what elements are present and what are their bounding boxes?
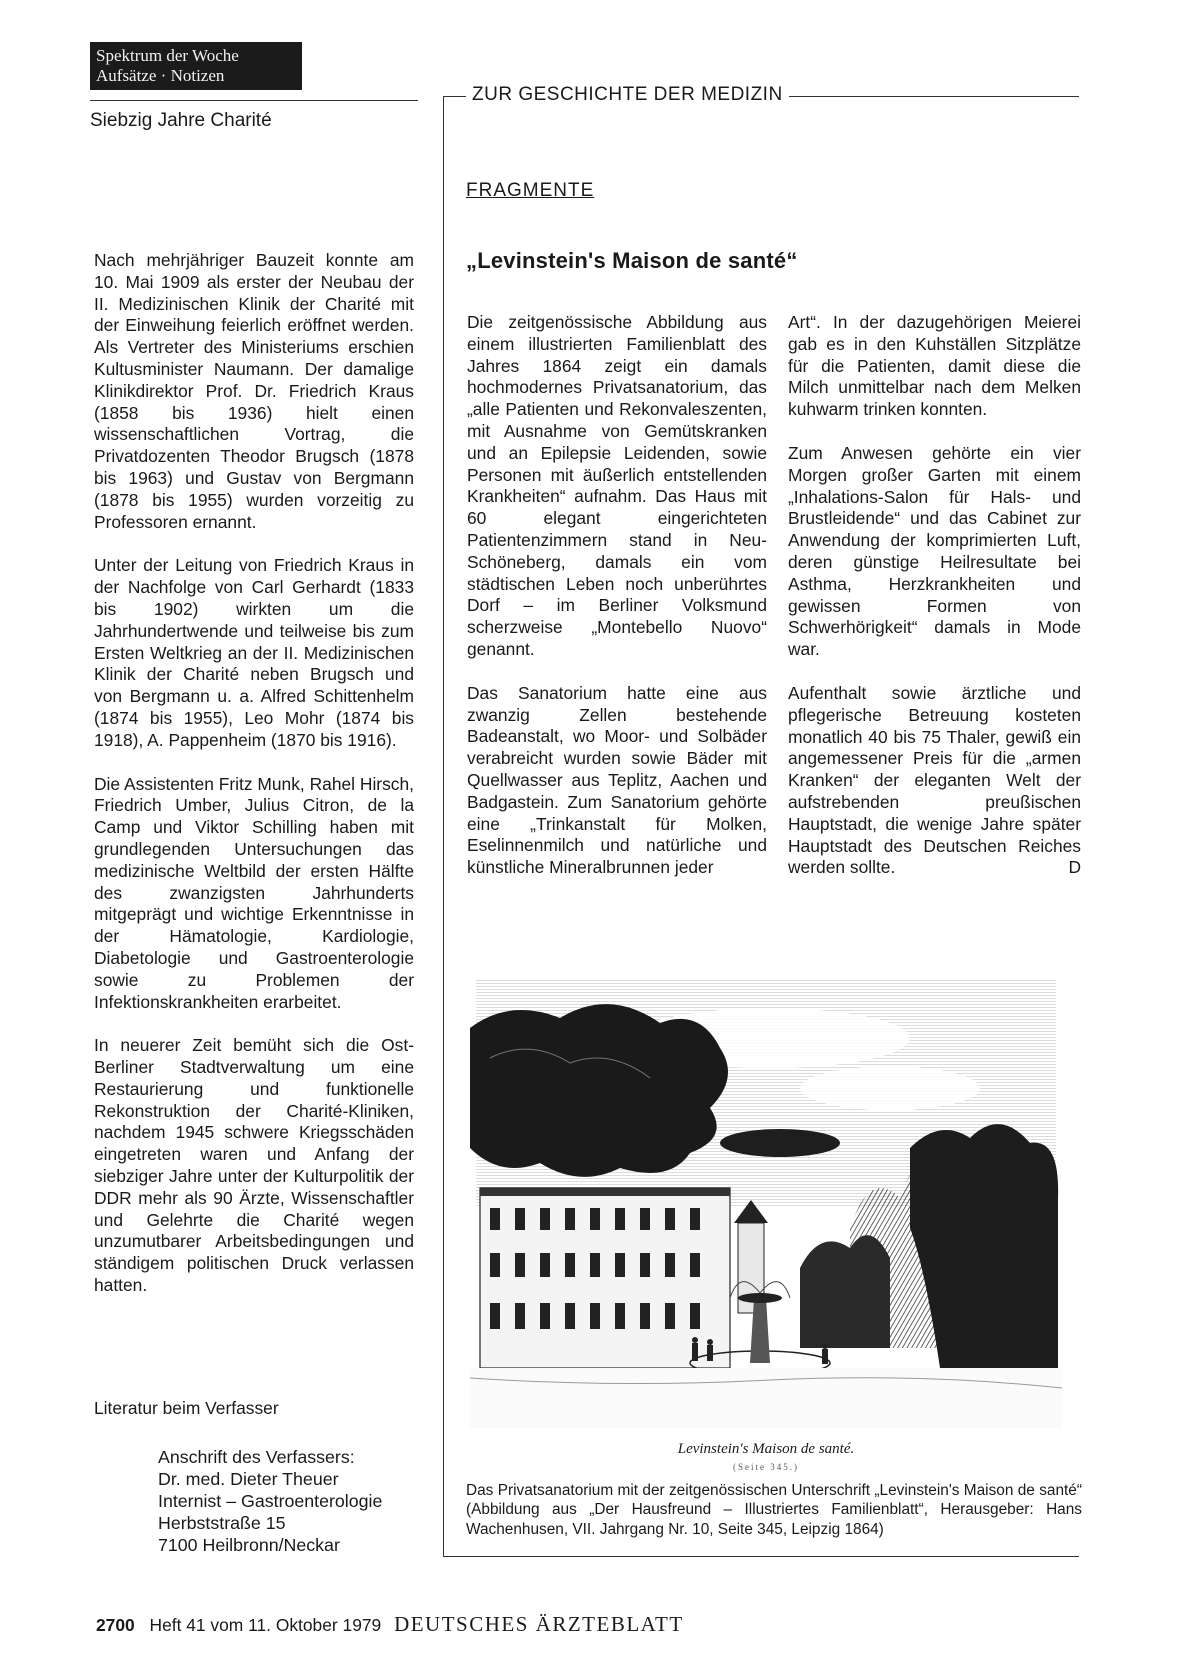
article-title: „Levinstein's Maison de santé“ — [466, 248, 798, 273]
engraving-title: Levinstein's Maison de santé. — [677, 1441, 855, 1457]
address-line: Internist – Gastroenterologie — [158, 1491, 383, 1511]
figure-caption: Das Privatsanatorium mit der zeitgenössischen Unterschrift „Levinstein's Maison de santé“ (Abbildung aus „Der Hausfreund – Illustriertes Familienblatt“, Herausgeber: Hans Wachenhusen, VII. Jahrgang Nr. 10, Seite 345, Leipzig 1864) — [466, 1482, 1082, 1538]
paragraph: Die Assistenten Fritz Munk, Rahel Hirsch, Friedrich Umber, Julius Citron, de la Camp und Viktor Schilling haben mit grundlegenden Untersuchungen das medizinische Weltbild der ersten Hälfte des zwanzigsten Jahrhunderts mitgeprägt und wichtige Erkenntnisse in der Hämatologie, Kardiologie, Diabetologie und Gastroenterologie sowie zu Problemen der Infektionskrankheiten erarbeitet. — [94, 773, 414, 1012]
left-article-heading: Siebzig Jahre Charité — [90, 110, 272, 131]
article-column-2 — [788, 312, 1081, 879]
paragraph: Art“. In der dazugehörigen Meierei gab es in den Kuhställen Sitzplätze für die Patienten, damit diese die Milch unmittelbar nach dem Melken kuhwarm trinken konnten. — [788, 312, 1081, 420]
left-top-rule — [90, 100, 418, 101]
issue-info: Heft 41 vom 11. Oktober 1979 — [149, 1615, 382, 1635]
right-frame-bottom-rule — [443, 1556, 1079, 1557]
paragraph: Unter der Leitung von Friedrich Kraus in der Nachfolge von Carl Gerhardt (1833 bis 1902) wirkten um die Jahrhundertwende und teilweise bis zum Ersten Weltkrieg an der II. Medizinischen Klinik der Charité neben Brugsch und von Bergmann u. a. Alfred Schittenhelm (1874 bis 1955), Leo Mohr (1874 bis 1918), A. Pappenheim (1870 bis 1916). — [94, 555, 414, 750]
paragraph: Das Sanatorium hatte eine aus zwanzig Zellen bestehende Badeanstalt, wo Moor- und Solbäder verabreicht wurden sowie Bäder mit Quellwasser aus Teplitz, Aachen und Badgastein. Zum Sanatorium gehörte eine „Trinkanstalt für Molken, Eselinnenmilch und natürliche und künstliche Mineralbrunnen jeder — [467, 682, 767, 878]
left-article-body — [94, 250, 414, 1319]
address-line: Herbststraße 15 — [158, 1513, 286, 1533]
engraving-illustration — [470, 968, 1062, 1438]
series-kicker: ZUR GESCHICHTE DER MEDIZIN — [466, 84, 789, 106]
literature-note: Literatur beim Verfasser — [94, 1398, 279, 1418]
section-line-1: Spektrum der Woche — [96, 46, 239, 65]
article-column-1 — [467, 312, 767, 901]
paragraph: Die zeitgenössische Abbildung aus einem illustrierten Familienblatt des Jahres 1864 zeigt ein damals hochmodernes Privatsanatorium, das „alle Patienten und Rekonvaleszenten, mit Ausnahme von Gemütskranken und an Epilepsie Leidenden, sowie Personen mit äußerlich entstellenden Krankheiten“ aufnahm. Das Haus mit 60 elegant eingerichteten Patientenzimmern stand in Neu-Schöneberg, damals ein vom städtischen Leben noch unberührtes Dorf – im Berliner Volksmund scherzweise „Montebello Nuovo“ genannt. — [467, 312, 767, 659]
paragraph: Zum Anwesen gehörte ein vier Morgen großer Garten mit einem „Inhalations-Salon für Hals- und Brustleidende“ und das Cabinet zur Anwendung der komprimierten Luft, deren günstige Heilresultate bei Asthma, Herzkrankheiten und gewissen Formen von Schwerhörigkeit“ damals in Mode war. — [788, 442, 1081, 660]
paragraph: Nach mehrjähriger Bauzeit konnte am 10. Mai 1909 als erster der Neubau der II. Medizinischen Klinik der Charité mit der Einweihung feierlich eröffnet werden. Als Vertreter des Ministeriums erschien Kultusminister Naumann. Der damalige Klinikdirektor Prof. Dr. Friedrich Kraus (1858 bis 1936) hielt einen wissenschaftlichen Vortrag, die Privatdozenten Theodor Brugsch (1878 bis 1963) und Gustav von Bergmann (1878 bis 1955) wurden vorzeitig zu Professoren ernannt. — [94, 250, 414, 532]
page-number: 2700 — [96, 1615, 135, 1635]
section-line-2: Aufsätze · Notizen — [96, 66, 225, 85]
paragraph: In neuerer Zeit bemüht sich die Ost-Berliner Stadtverwaltung um eine Restaurierung und funktionelle Rekonstruktion der Charité-Kliniken, nachdem 1945 schwere Kriegsschäden eingetreten waren und Anfang der siebziger Jahre unter der Kulturpolitik der DDR mehr als 90 Ärzte, Wissenschaftler und Gelehrte die Charité wegen unzumutbarer Arbeitsbedingungen und ständigem politischen Druck verlassen hatten. — [94, 1035, 414, 1296]
paragraph — [788, 683, 1081, 879]
page-footer — [96, 1612, 684, 1637]
rubric-label: FRAGMENTE — [466, 180, 595, 201]
address-line: Anschrift des Verfassers: — [158, 1447, 355, 1467]
section-badge — [90, 42, 302, 90]
engraving-subline: (Seite 345.) — [733, 1462, 799, 1472]
address-line: 7100 Heilbronn/Neckar — [158, 1535, 340, 1555]
end-mark: D — [1068, 857, 1081, 878]
author-address — [158, 1446, 382, 1556]
journal-name: DEUTSCHES ÄRZTEBLATT — [394, 1612, 684, 1636]
address-line: Dr. med. Dieter Theuer — [158, 1469, 339, 1489]
column-divider — [443, 96, 444, 1556]
paragraph-text: Aufenthalt sowie ärztliche und pflegerische Betreuung kosteten monatlich 40 bis 75 Thaler, gewiß ein angemessener Preis für die „armen Kranken“ der eleganten Welt der aufstrebenden preußischen Hauptstadt, die wenige Jahre später Hauptstadt des Deutschen Reiches werden sollte. — [788, 682, 1081, 878]
